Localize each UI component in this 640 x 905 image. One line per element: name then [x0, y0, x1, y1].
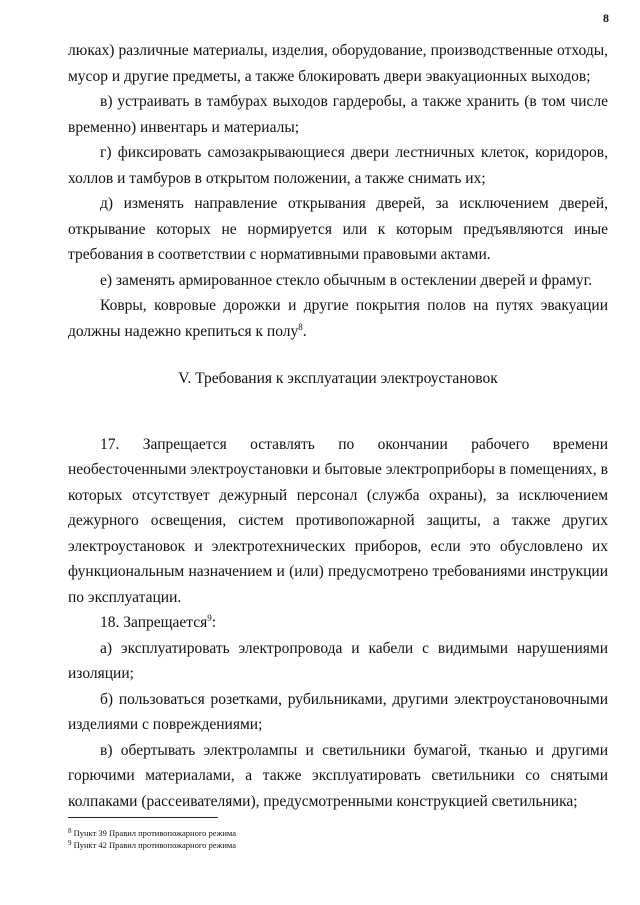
paragraph-carpets-text: Ковры, ковровые дорожки и другие покрытия полов на путях эвакуации должны надежно крепиться к полу — [68, 297, 608, 340]
list-item-v: в) устраивать в тамбурах выходов гардеробы, а также хранить (в том числе временно) инвентарь и материалы; — [68, 93, 608, 136]
paragraph-carpets: Ковры, ковровые дорожки и другие покрытия полов на путях эвакуации должны надежно крепиться к полу$^8$. — [68, 297, 608, 340]
paragraph-17: 17. Запрещается оставлять по окончании рабочего времени необесточенными электроустановки и бытовые электроприборы в помещениях, в которых отсутствует дежурный персонал (служба охраны), за исключением дежурного освещения, систем противопожарной защиты, а также других электроустановок и электротехнических приборов, если это обусловлено их функциональным назначением и (или) предусмотрено требованиями инструкции по эксплуатации. — [68, 435, 608, 606]
page-number: 8 — [603, 11, 609, 25]
footnote-mark: 9 — [68, 839, 72, 847]
footnote-mark: 8 — [68, 827, 72, 835]
list-item-d: д) изменять направление открывания дверей, за исключением дверей, открывание которых не нормируется или к которым предъявляются иные требования в соответствии с нормативными правовыми актами. — [68, 195, 608, 263]
footnote-text: Пункт 39 Правил противопожарного режима — [73, 828, 237, 838]
paragraph-continuation: люках) различные материалы, изделия, оборудование, производственные отходы, мусор и другие предметы, а также блокировать двери эвакуационных выходов; — [68, 42, 608, 85]
footnote-ref-8: 8 — [298, 321, 303, 332]
footnotes — [68, 827, 568, 851]
footnote — [68, 839, 568, 851]
page-body — [68, 38, 608, 814]
footnote — [68, 827, 568, 839]
footnote-text: Пункт 42 Правил противопожарного режима — [73, 840, 237, 850]
section-heading: V. Требования к эксплуатации электроустановок — [178, 370, 498, 387]
paragraph-18-text: 18. Запрещается — [100, 614, 208, 631]
paragraph-18: 18. Запрещается$^9$: — [100, 613, 217, 631]
list-item-v2: в) обертывать электролампы и светильники бумагой, тканью и другими горючими материалами, а также эксплуатировать светильники со снятыми колпаками (рассеивателями), предусмотренными конструкцией светильника; — [68, 741, 608, 810]
footnote-ref-9: 9 — [207, 613, 212, 623]
list-item-e: е) заменять армированное стекло обычным в остеклении дверей и фрамуг. — [100, 271, 593, 289]
footnote-divider — [68, 817, 218, 818]
list-item-b: б) пользоваться розетками, рубильниками, другими электроустановочными изделиями с повреждениями; — [68, 690, 608, 733]
list-item-a: а) эксплуатировать электропровода и кабели с видимыми нарушениями изоляции; — [68, 639, 608, 682]
list-item-g: г) фиксировать самозакрывающиеся двери лестничных клеток, коридоров, холлов и тамбуров в открытом положении, а также снимать их; — [68, 144, 608, 187]
